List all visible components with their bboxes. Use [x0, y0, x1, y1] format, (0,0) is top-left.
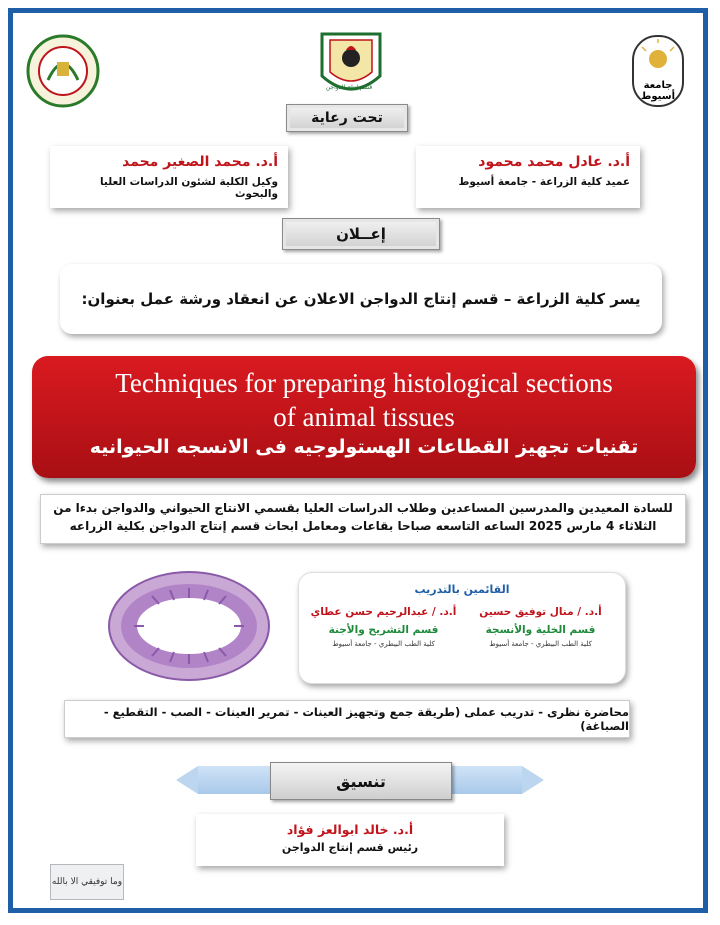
- workshop-title-ar: تقنيات تجهيز القطاعات الهستولوجيه فى الانسجه الحيوانيه: [89, 436, 639, 458]
- vice-dean-title: وكيل الكلية لشئون الدراسات العليا والبحوث: [99, 176, 278, 200]
- dean-box: [416, 146, 640, 208]
- histology-section-image: [104, 566, 274, 686]
- intro-text: يسر كلية الزراعة – قسم إنتاج الدواجن الاعلان عن انعقاد ورشة عمل بعنوان:: [81, 290, 641, 308]
- dean-name: أ.د. عادل محمد محمود: [478, 154, 630, 170]
- workshop-title-banner: [32, 356, 696, 478]
- program-box: [64, 700, 630, 738]
- vice-dean-name: أ.د. محمد الصغير محمد: [122, 154, 278, 170]
- coordination-label: تنسيق: [336, 771, 386, 791]
- calligraphy-text: وما توفيقي الا بالله: [51, 877, 123, 887]
- coordinator-name: أ.د. خالد ابوالعز فؤاد: [286, 822, 414, 837]
- faculty-of-agriculture-logo: [26, 32, 100, 110]
- trainer-1: [466, 606, 616, 648]
- workshop-title-en: Techniques for preparing histological sections of animal tissues: [115, 368, 613, 432]
- program-text: محاضرة نظرى - تدريب عملى (طريقة جمع وتجهيز العينات - تمرير العينات - الصب - التقطيع - الصباغة): [103, 705, 629, 733]
- details-line-2: الثلاثاء 4 مارس 2025 الساعه التاسعه صباحا بقاعات ومعامل ابحاث قسم إنتاج الدواجن بكلية الزراعه: [69, 519, 657, 533]
- calligraphy-stamp: [50, 864, 124, 900]
- intro-box: [60, 264, 662, 334]
- coordinator-title: رئيس قسم إنتاج الدواجن: [281, 841, 419, 854]
- trainer-2-faculty: كلية الطب البيطري - جامعة أسيوط: [332, 640, 435, 648]
- details-line-1: للسادة المعيدين والمدرسين المساعدين وطلاب الدراسات العليا بقسمي الانتاج الحيواني والدواجن بدءا من: [53, 501, 673, 515]
- coordinator-box: [196, 814, 504, 866]
- trainer-1-faculty: كلية الطب البيطري - جامعة أسيوط: [489, 640, 592, 648]
- trainer-2-name: أ.د. / عبدالرحيم حسن عطاي: [310, 606, 457, 618]
- center-logo-text: قسم إنتاج الدواجن: [325, 84, 373, 91]
- dean-title: عميد كلية الزراعة - جامعة أسيوط: [458, 176, 630, 188]
- coordination-plate: [270, 762, 452, 800]
- right-logo-text: جامعة أسيوط: [641, 80, 675, 102]
- trainers-heading: القائمين بالتدريب: [414, 583, 510, 596]
- coordination-ribbon: [198, 766, 522, 794]
- announcement-label: إعــلان: [282, 218, 440, 250]
- trainer-1-name: أ.د. / منال توفيق حسين: [479, 606, 602, 618]
- trainer-2-dept: قسم التشريح والأجنة: [328, 624, 439, 636]
- trainers-box: [298, 572, 626, 684]
- trainer-1-dept: قسم الخلية والأنسجة: [485, 624, 596, 636]
- patronage-label: تحت رعاية: [286, 104, 408, 132]
- trainer-2: [309, 606, 459, 648]
- trainers-list: [299, 606, 625, 648]
- poultry-department-logo: [314, 26, 388, 104]
- details-box: [40, 494, 686, 544]
- assiut-university-logo: [628, 32, 688, 110]
- vice-dean-box: [50, 146, 288, 208]
